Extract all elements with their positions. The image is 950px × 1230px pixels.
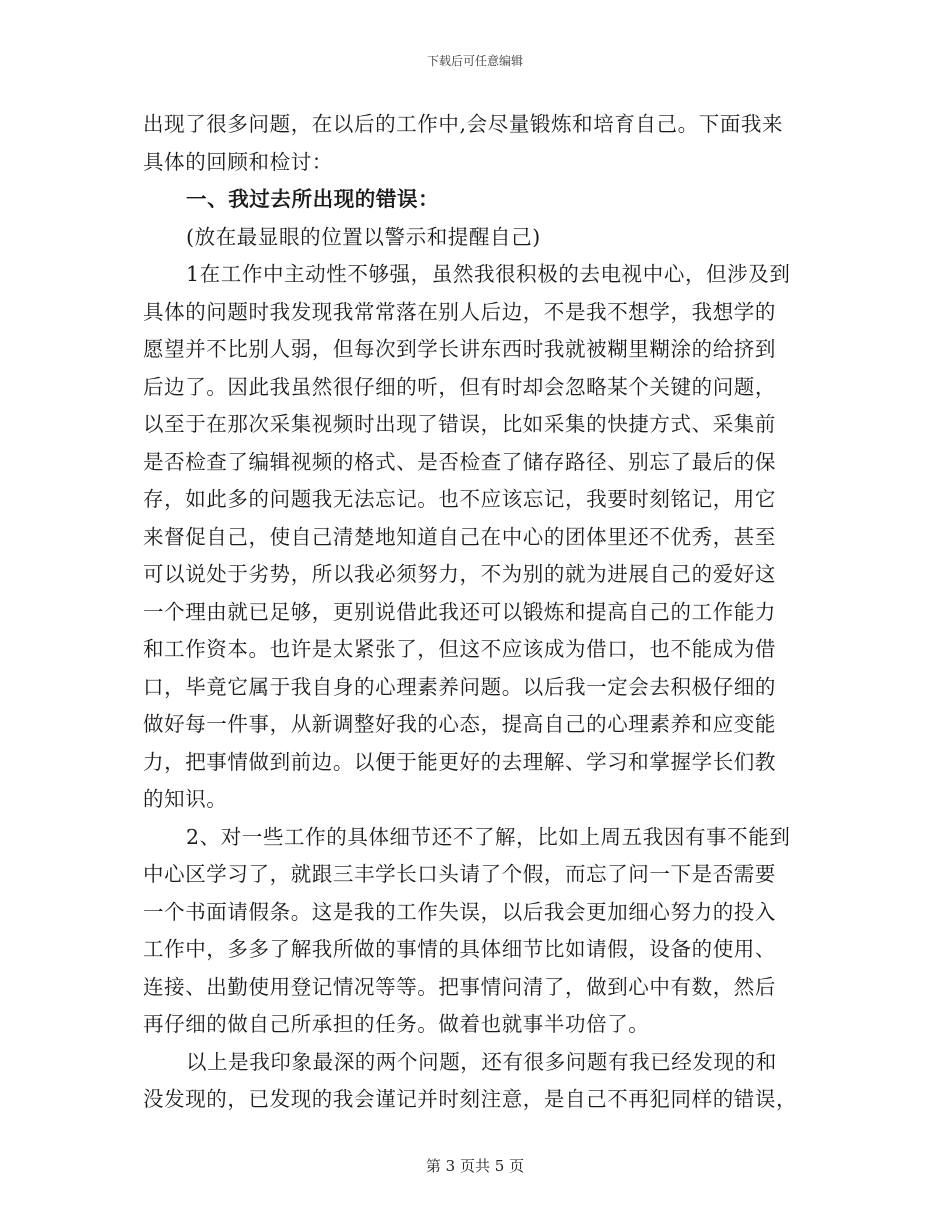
section-heading: 一、我过去所出现的错误： [186, 187, 440, 211]
text-line: (放在最显眼的位置以警示和提醒自己) [186, 224, 541, 249]
text-line: 2、对一些工作的具体细节还不了解，比如上周五我因有事不能到 [186, 824, 791, 849]
text-line: 口，毕竟它属于我自身的心理素养问题。以后我一定会去积极仔细的 [143, 674, 776, 699]
text-line: 一个理由就已足够，更别说借此我还可以锻炼和提高自己的工作能力 [143, 599, 776, 624]
text-line: 再仔细的做自己所承担的任务。做着也就事半功倍了。 [143, 1012, 650, 1036]
text-line: 以至于在那次采集视频时出现了错误，比如采集的快捷方式、采集前 [143, 412, 776, 436]
text-line: 一个书面请假条。这是我的工作失误，以后我会更加细心努力的投入 [143, 899, 776, 924]
page-number: 第 3 页共 5 页 [425, 1157, 525, 1175]
text-line: 力，把事情做到前边。以便于能更好的去理解、学习和掌握学长们教 [143, 749, 776, 774]
text-line: 后边了。因此我虽然很仔细的听，但有时却会忽略某个关键的问题， [143, 374, 776, 399]
page-header: 下载后可任意编辑 [426, 54, 523, 68]
text-line: 愿望并不比别人弱，但每次到学长讲东西时我就被糊里糊涂的给挤到 [143, 337, 776, 361]
text-line: 中心区学习了，就跟三丰学长口头请了个假，而忘了问一下是否需要 [143, 862, 776, 886]
text-line: 工作中，多多了解我所做的事情的具体细节比如请假，设备的使用、 [143, 937, 776, 961]
text-line: 没发现的，已发现的我会谨记并时刻注意，是自己不再犯同样的错误， [143, 1087, 798, 1111]
text-line: 和工作资本。也许是太紧张了，但这不应该成为借口，也不能成为借 [143, 637, 776, 661]
text-line: 做好每一件事，从新调整好我的心态，提高自己的心理素养和应变能 [143, 712, 776, 736]
text-line: 具体的回顾和检讨： [143, 149, 333, 174]
text-line: 以上是我印象最深的两个问题，还有很多问题有我已经发现的和 [186, 1049, 777, 1074]
text-line: 的知识。 [143, 787, 228, 811]
text-line: 1在工作中主动性不够强，虽然我很积极的去电视中心，但涉及到 [186, 262, 791, 286]
text-line: 可以说处于劣势，所以我必须努力，不为别的就为进展自己的爱好这 [143, 562, 776, 586]
text-line: 是否检查了编辑视频的格式、是否检查了储存路径、别忘了最后的保 [143, 449, 776, 474]
document-body [143, 106, 813, 1119]
text-line: 出现了很多问题，在以后的工作中,会尽量锻炼和培育自己。下面我来 [143, 112, 784, 136]
text-line: 连接、出勤使用登记情况等等。把事情问清了，做到心中有数，然后 [143, 974, 776, 999]
text-line: 具体的问题时我发现我常常落在别人后边，不是我不想学，我想学的 [143, 299, 776, 324]
text-line: 来督促自己，使自己清楚地知道自己在中心的团体里还不优秀，甚至 [143, 524, 776, 549]
text-line: 存，如此多的问题我无法忘记。也不应该忘记，我要时刻铭记，用它 [143, 487, 776, 511]
